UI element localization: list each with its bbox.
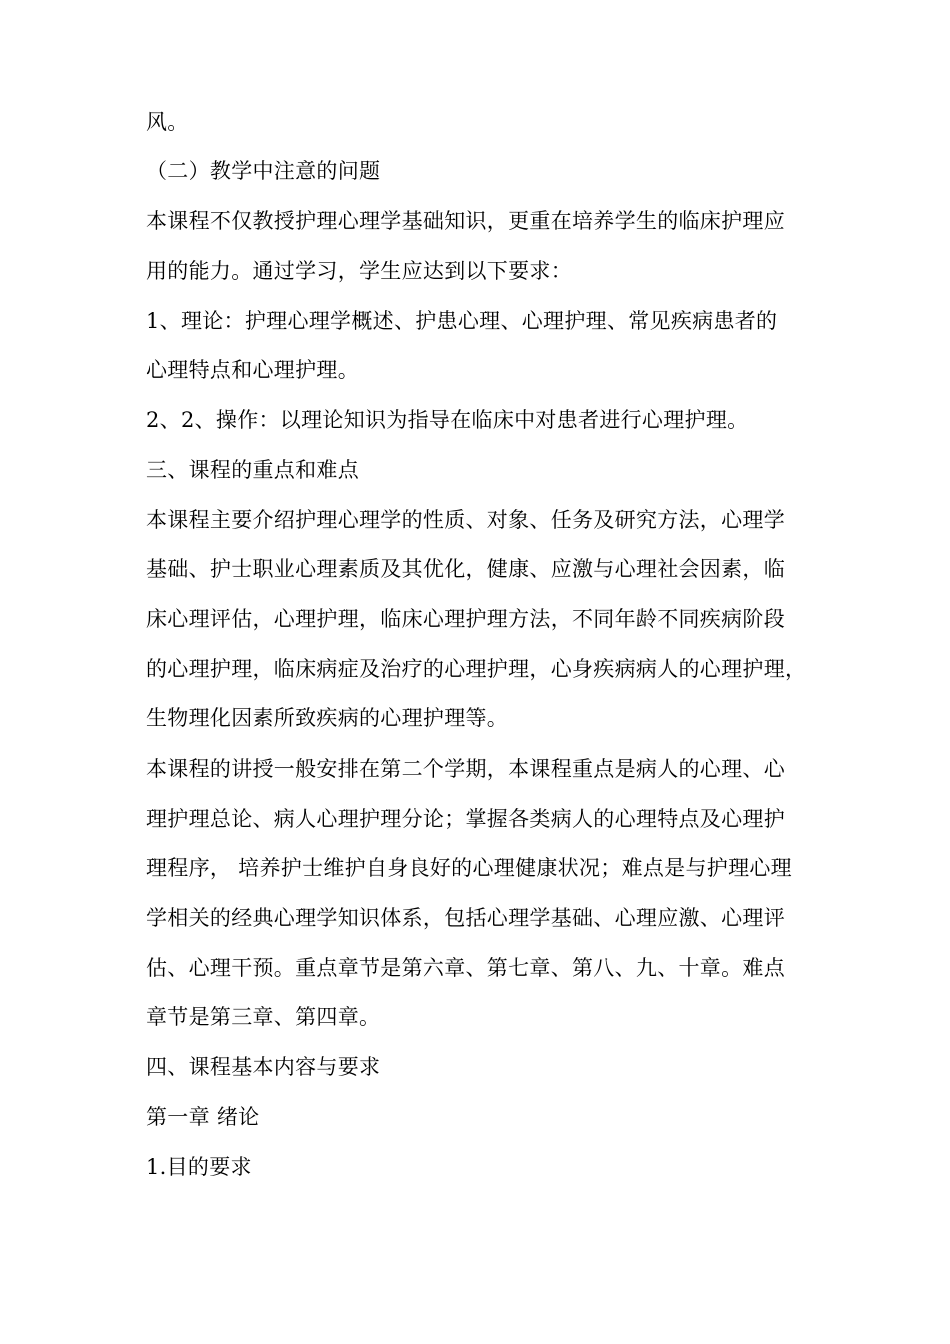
text-line-fragment: 风。: [146, 110, 189, 134]
list-item-theory-cont: 心理特点和心理护理。: [146, 358, 359, 382]
paragraph-line: 理护理总论、病人心理护理分论；掌握各类病人的心理特点及心理护: [146, 807, 785, 831]
section-heading-course-content: 四、课程基本内容与要求: [146, 1055, 381, 1079]
section-heading-key-points: 三、课程的重点和难点: [146, 458, 359, 482]
paragraph-line: 本课程不仅教授护理心理学基础知识，更重在培养学生的临床护理应: [146, 209, 785, 233]
paragraph-line: 估、心理干预。重点章节是第六章、第七章、第八、九、十章。难点: [146, 956, 785, 980]
chapter-heading: 第一章 绪论: [146, 1105, 260, 1129]
paragraph-line: 生物理化因素所致疾病的心理护理等。: [146, 706, 509, 730]
paragraph-line: 用的能力。通过学习，学生应达到以下要求：: [146, 259, 572, 283]
paragraph-line: 床心理评估，心理护理，临床心理护理方法，不同年龄不同疾病阶段: [146, 607, 785, 631]
section-heading-teaching-issues: （二）教学中注意的问题: [146, 159, 381, 183]
paragraph-line: 本课程的讲授一般安排在第二个学期，本课程重点是病人的心理、心: [146, 757, 785, 781]
paragraph-line: 章节是第三章、第四章。: [146, 1005, 381, 1029]
paragraph-line: 基础、护士职业心理素质及其优化，健康、应激与心理社会因素，临: [146, 557, 785, 581]
list-item-operation: 2、2、操作：以理论知识为指导在临床中对患者进行心理护理。: [146, 408, 749, 432]
paragraph-line: 的心理护理，临床病症及治疗的心理护理，心身疾病病人的心理护理，: [146, 657, 807, 681]
paragraph-line: 本课程主要介绍护理心理学的性质、对象、任务及研究方法，心理学: [146, 508, 785, 532]
paragraph-line: 理程序， 培养护士维护自身良好的心理健康状况；难点是与护理心理: [146, 856, 792, 880]
paragraph-line: 学相关的经典心理学知识体系，包括心理学基础、心理应激、心理评: [146, 906, 785, 930]
subsection-heading: 1.目的要求: [146, 1155, 252, 1179]
list-item-theory: 1、理论：护理心理学概述、护患心理、心理护理、常见疾病患者的: [146, 309, 778, 333]
